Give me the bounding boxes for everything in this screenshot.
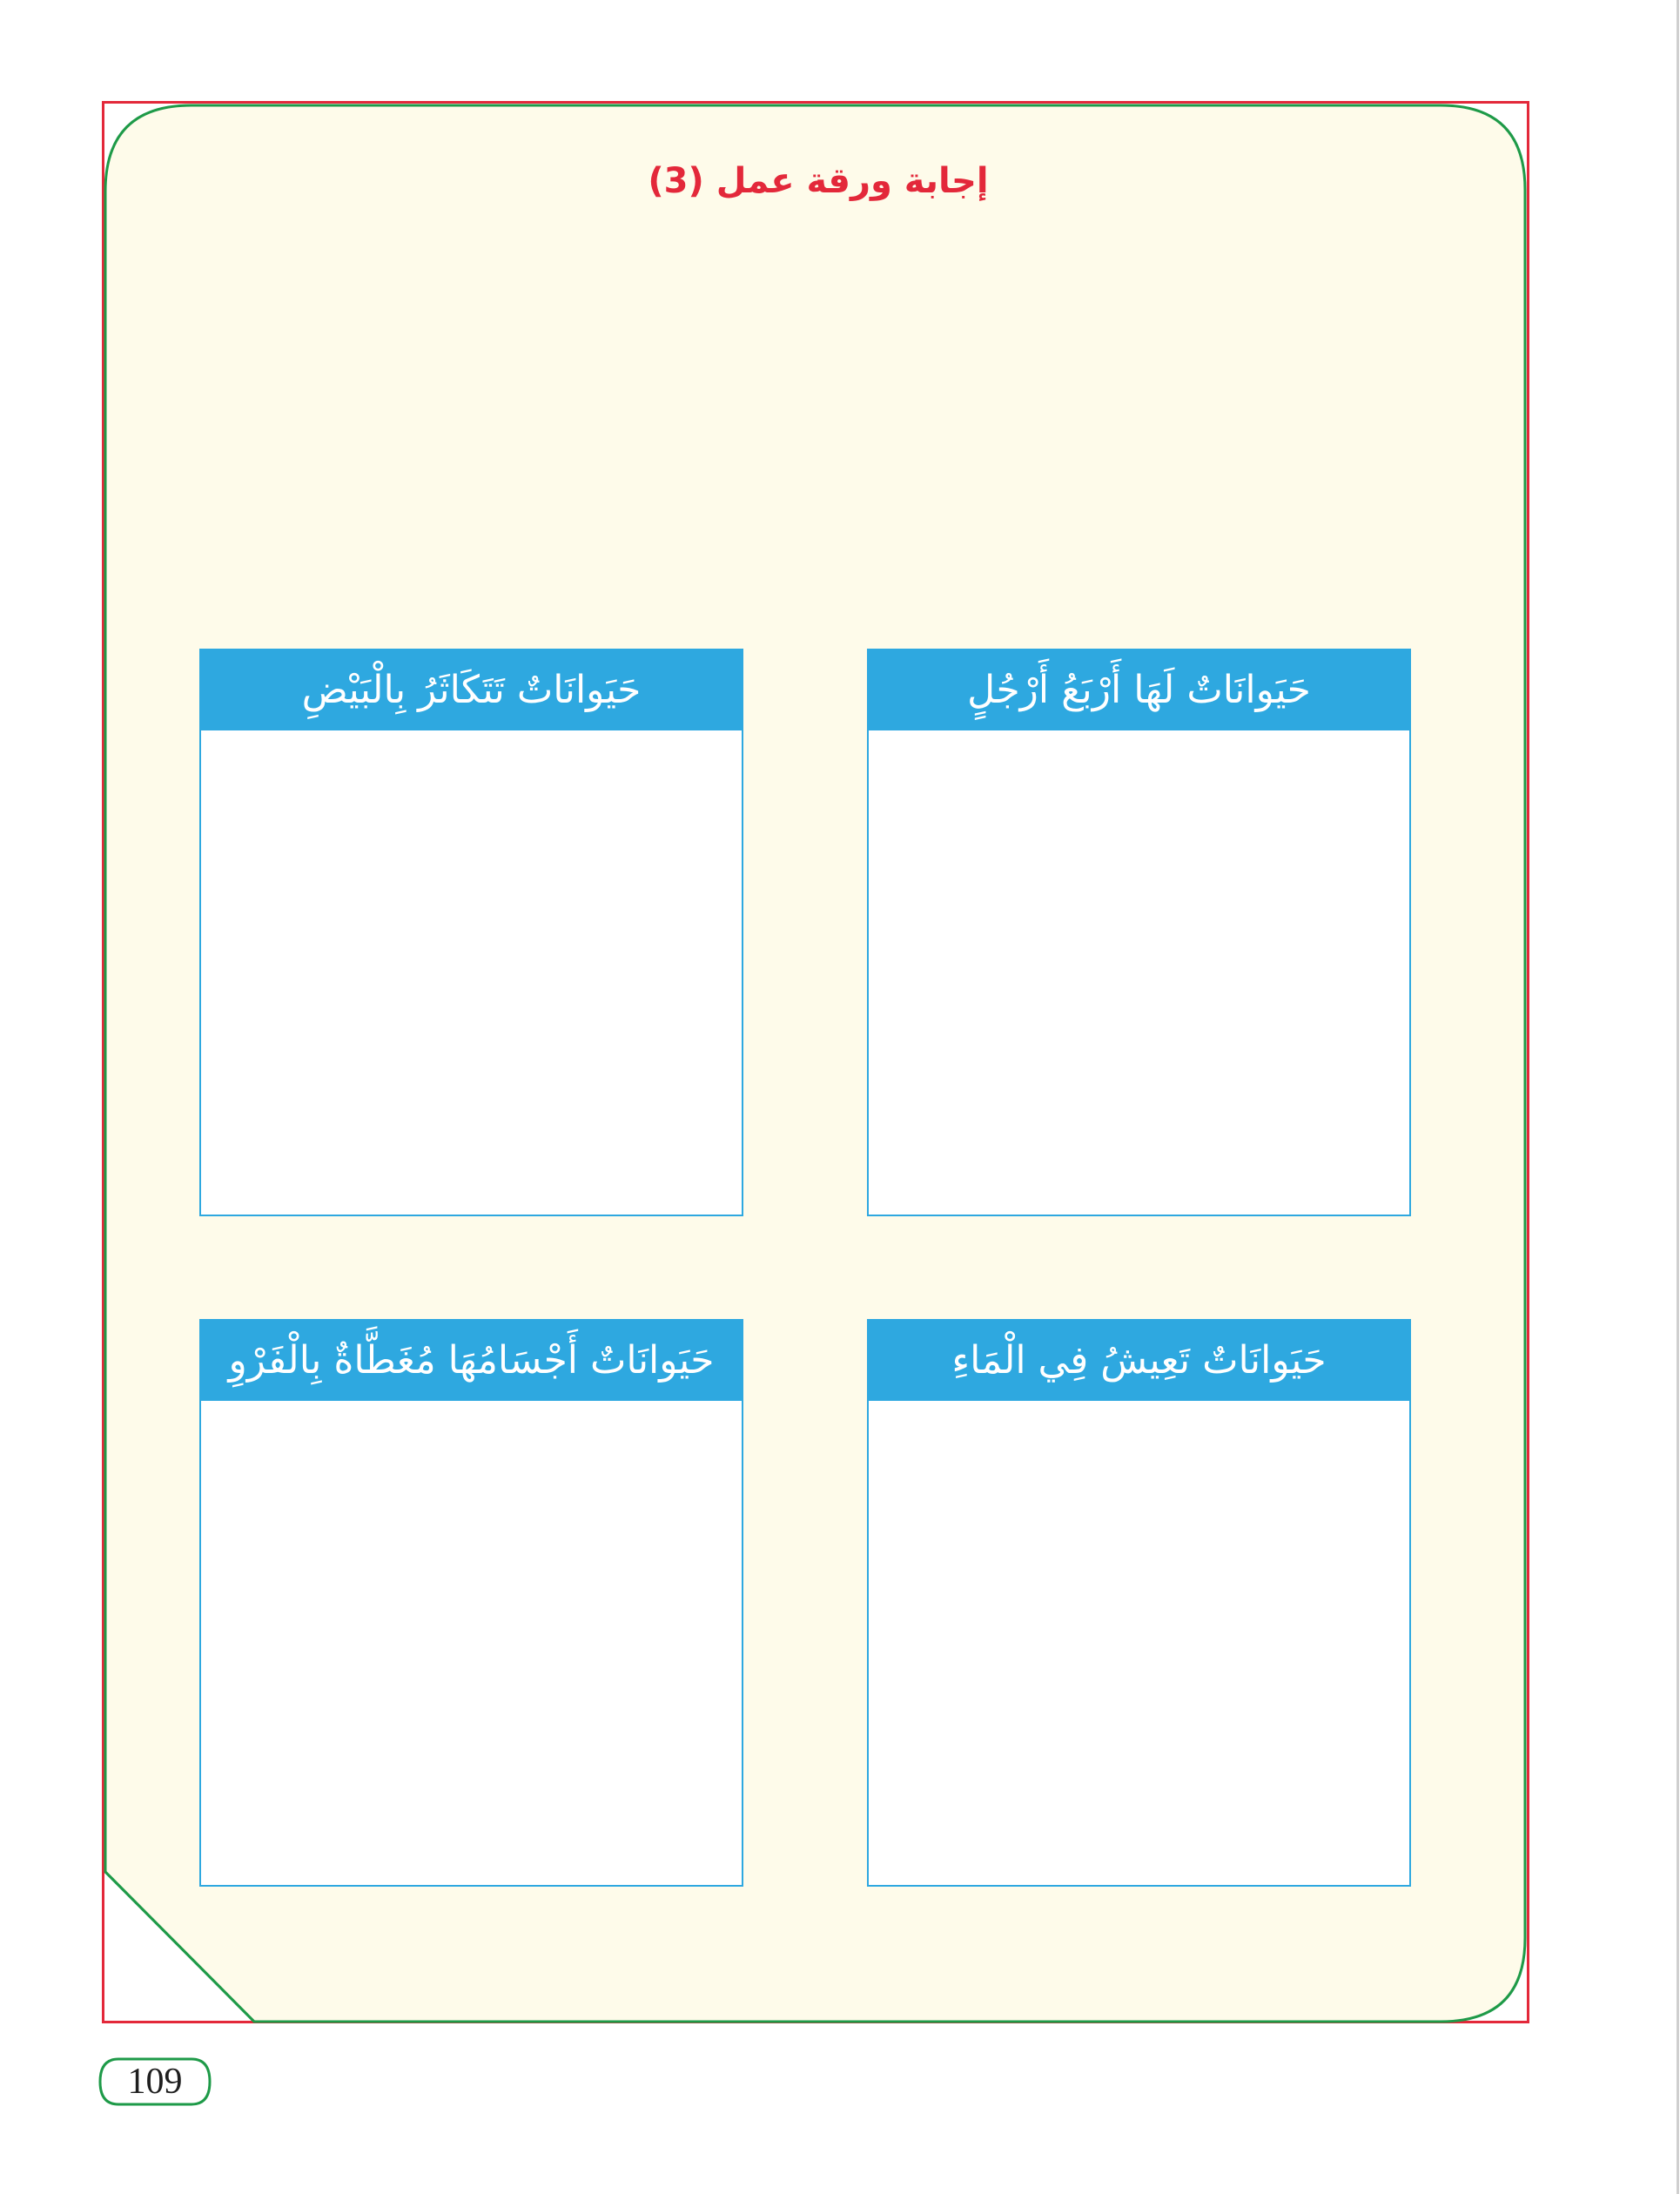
answer-area-egg-laying[interactable] bbox=[201, 730, 742, 1215]
answer-box-fur-covered bbox=[199, 1319, 743, 1887]
answer-area-four-legs[interactable] bbox=[869, 730, 1409, 1215]
answer-area-water-living[interactable] bbox=[869, 1401, 1409, 1885]
answer-box-egg-laying bbox=[199, 649, 743, 1216]
answer-area-fur-covered[interactable] bbox=[201, 1401, 742, 1885]
box-header-fur-covered: حَيَوانَاتٌ أَجْسَامُهَا مُغَطَّاةٌ بِالْفَرْوِ bbox=[201, 1321, 742, 1401]
box-header-water-living: حَيَوانَاتٌ تَعِيشُ فِي الْمَاءِ bbox=[869, 1321, 1409, 1401]
page-number: 109 bbox=[127, 2062, 183, 2102]
box-header-four-legs: حَيَوانَاتٌ لَهَا أَرْبَعُ أَرْجُلٍ bbox=[869, 650, 1409, 730]
box-header-egg-laying: حَيَوانَاتٌ تَتَكَاثَرُ بِالْبَيْضِ bbox=[201, 650, 742, 730]
answer-box-water-living bbox=[867, 1319, 1411, 1887]
worksheet-title: إجابة ورقة عمل (3) bbox=[648, 161, 989, 201]
page-number-badge bbox=[97, 2056, 212, 2107]
answer-box-four-legs bbox=[867, 649, 1411, 1216]
